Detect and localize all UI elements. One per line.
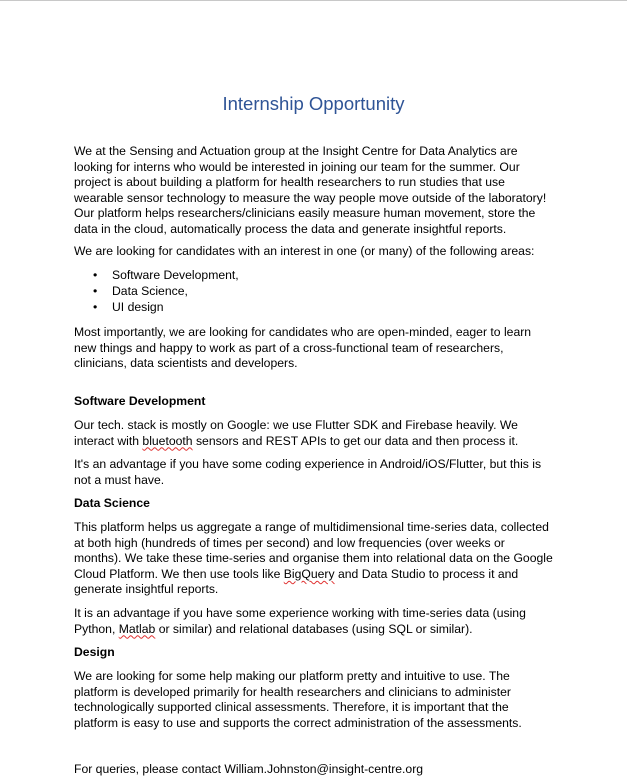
list-item: • Data Science, <box>93 284 188 298</box>
bullet-icon: • <box>93 300 98 314</box>
areas-intro-paragraph: We are looking for candidates with an interest in one (or many) of the following areas: <box>74 244 535 258</box>
software-paragraph-1: Our tech. stack is mostly on Google: we use Flutter SDK and Firebase heavily. We interact with bluetooth sensors and REST APIs to get our data and then process it. <box>74 418 519 448</box>
areas-list <box>74 268 554 316</box>
importantly-paragraph: Most importantly, we are looking for candidates who are open-minded, eager to learn new things and happy to work as part of a cross-functional team of researchers, clinicians, data scientists and developers. <box>74 325 532 371</box>
contact-line: For queries, please contact William.Johnston@insight-centre.org <box>74 762 424 776</box>
document-title: Internship Opportunity <box>222 93 405 114</box>
software-heading: Software Development <box>74 394 206 408</box>
datascience-heading: Data Science <box>74 496 150 510</box>
bullet-icon: • <box>93 284 98 298</box>
datascience-paragraph-1: This platform helps us aggregate a range of multidimensional time-series data, collected at both high (hundreds of times per second) and low frequencies (over weeks or months). We take these time-series and organise them into relational data on the Google Cloud Platform. We then use tools like BigQuery and Data Studio to process it and generate insightful reports. <box>74 520 553 597</box>
list-item: • UI design <box>93 300 164 314</box>
list-item: • Software Development, <box>93 268 239 282</box>
software-paragraph-2: It's an advantage if you have some coding experience in Android/iOS/Flutter, but this is not a must have. <box>74 457 542 487</box>
datascience-paragraph-2: It is an advantage if you have some experience working with time-series data (using Python, Matlab or similar) and relational databases (using SQL or similar). <box>74 606 526 636</box>
bullet-icon: • <box>93 268 98 282</box>
design-paragraph: We are looking for some help making our platform pretty and intuitive to use. The platform is developed primarily for health researchers and clinicians to administer technologically supported clinical assessments. Therefore, it is important that the platform is easy to use and supports the correct administration of the assessments. <box>74 669 522 730</box>
design-heading: Design <box>74 645 115 659</box>
intro-paragraph: We at the Sensing and Actuation group at the Insight Centre for Data Analytics are looking for interns who would be interested in joining our team for the summer. Our project is about building a platform for health researchers to run studies that use wearable sensor technology to measure the way people move outside of the laboratory! Our platform helps researchers/clinicians easily measure human movement, store the data in the cloud, automatically process the data and generate insightful reports. <box>74 144 547 236</box>
